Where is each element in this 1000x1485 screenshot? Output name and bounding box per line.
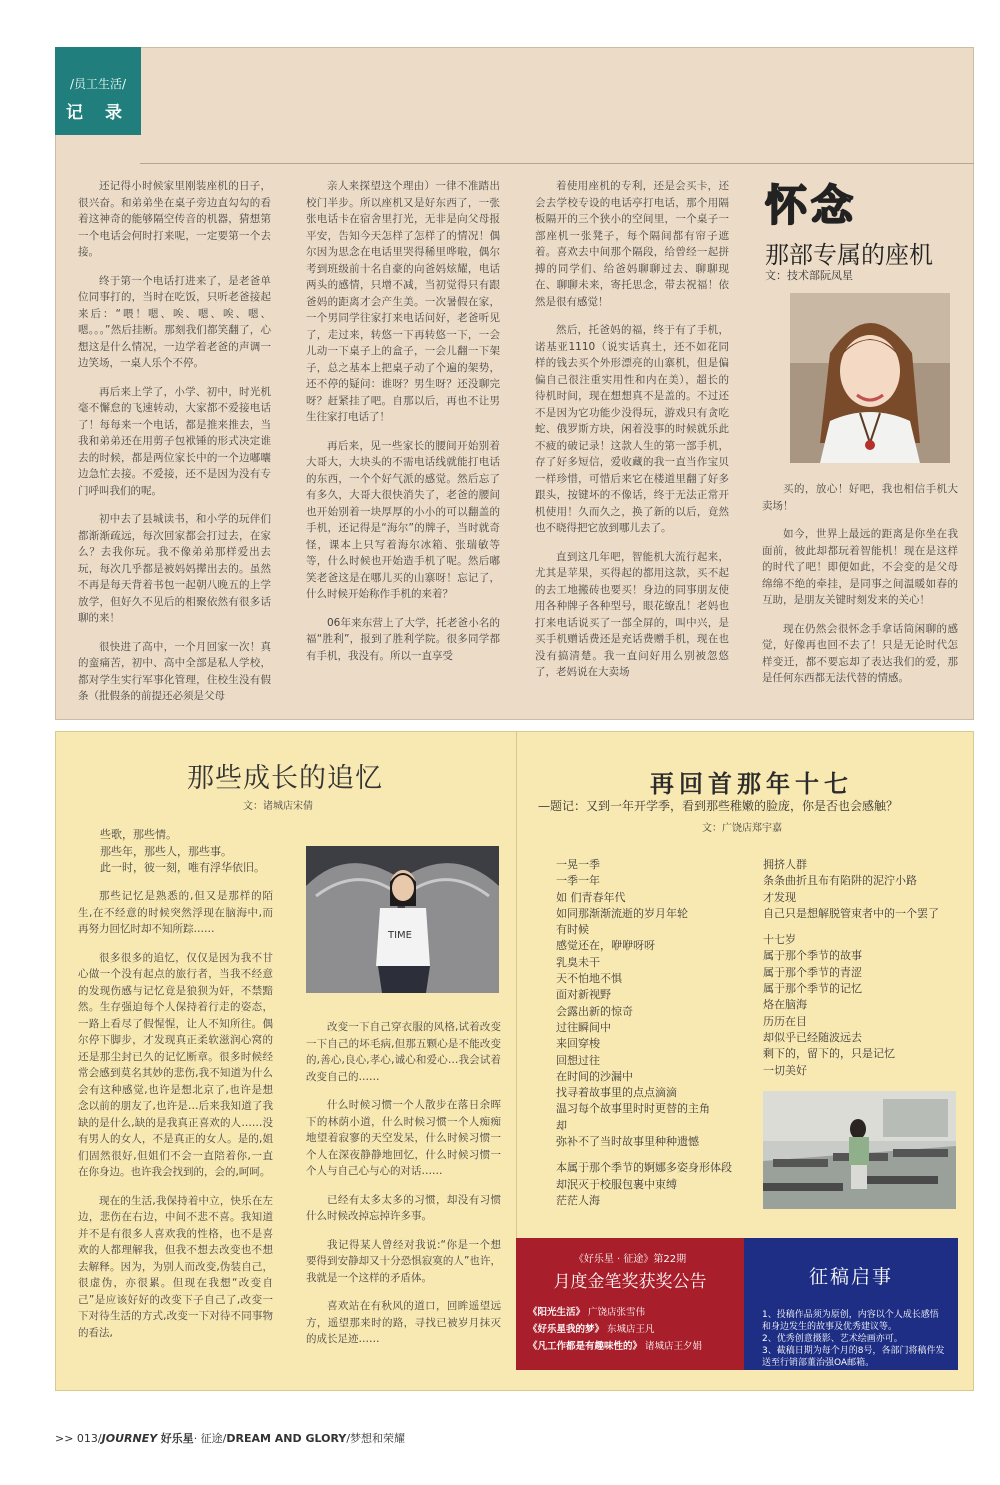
paragraph: 初中去了县城读书，和小学的玩伴们都渐渐疏远，每次回家都会打过去，在家么？去我你玩。我不像弟弟那样爱出去玩，每次几乎都是被妈妈撵出去的。虽然不再是每天背着书包一起朝八晚五的上学放学，但好久不见后的相聚依然有很多话聊的来！	[78, 513, 271, 624]
paragraph: 直到这几年吧，智能机大流行起来，尤其是苹果，买得起的都用这款，买不起的去工地搬砖也要买！身边的同事朋友使用各种牌子各种型号，眼花缭乱！老妈也打来电话说买了一部全屏的，叫中兴，是买手机赠话费还是充话费赠手机，现在也没有搞清楚。我一直问好用么别被忽悠了，老妈说在大卖场	[535, 550, 729, 678]
award-title: 月度金笔奖获奖公告	[553, 1272, 707, 1292]
call-for-submissions	[744, 1238, 958, 1370]
category-badge	[55, 47, 141, 135]
category-title: 记 录	[66, 103, 130, 123]
award-work: 《好乐星我的梦》	[528, 1324, 605, 1335]
paragraph: 已经有太多太多的习惯，却没有习惯什么时候改掉忘掉许多事。	[306, 1193, 501, 1222]
call-item: 1、投稿作品须为原创，内容以个人成长感悟和身边发生的故事及优秀建议等。	[762, 1310, 939, 1332]
call-title: 征稿启事	[808, 1266, 893, 1288]
award-author: 广饶店张雪伟	[588, 1307, 646, 1318]
article2-intro	[100, 827, 300, 877]
paragraph: 改变一下自己穿衣服的风格,试着改变一下自己的坏毛病,但那五颗心是不能改变的,善心,良心,孝心,诚心和爱心…我会试着改变自己的……	[306, 1021, 501, 1083]
article2-left-column	[78, 888, 273, 1368]
poem-right-column	[763, 857, 963, 1079]
article1-column-1	[78, 178, 271, 703]
article3-byline: 文：广饶店郑宇嘉	[702, 823, 782, 834]
paragraph: 现在的生活,我保持着中立，快乐在左边，悲伤在右边，中间不悲不喜。我知道并不是有很多人喜欢我的性格，也不是喜欢的人都理解我，但我不想去改变也不想去解释。因为，为别人而改变,伪装自己，很虚伪，亦很累。但现在我想“改变自己”是应该好好的改变下子自己了,改变一下对待生活的方式,改变一下对待不同事物的看法,	[78, 1194, 273, 1339]
paragraph: 再后来，见一些家长的腰间开始别着大哥大，大块头的不需电话线就能打电话的东西，一个个好气派的感觉。然后忘了有多久，大哥大很快消失了，老爸的腰间也开始别着一块厚厚的小小的可以翻盖的手机，还记得是“海尔”的牌子，当时就奇怪，课本上只写着海尔冰箱、张瑞敏等等，什么时候也开始造手机了呢。然后嘟笑老爸这是在哪儿买的山寨呀！忘记了，什么时候开始称作手机的来着？	[306, 439, 500, 600]
header-rule	[140, 163, 974, 164]
call-list	[762, 1309, 946, 1369]
paragraph: 很快进了高中，一个月回家一次！真的蛮痛苦，初中、高中全部是私人学校，都对学生实行军事化管理，住校生没有假条（批假条的前提还必须是父母	[78, 640, 271, 702]
paragraph: 然后，托爸妈的福，终于有了手机，诺基亚1110（说实话真土，还不如花同样的钱去买个外形漂亮的山寨机，但是偏偏自己很注重实用性和内在美），超长的待机时间，现在想想真不是盖的。不过还不是因为它功能少没得玩，游戏只有贪吃蛇、俄罗斯方块，闲着没事的时候就乐此不疲的破记录！这款人生的第一部手机，存了好多短信，爱收藏的我一直当作宝贝一样珍惜，可惜后来它在楼道里翻了好多跟头，按键坏的不像话，终于无法正常开机使用！久而久之，换了新的以后，竟然也不晓得把它放到哪儿去了。	[535, 324, 729, 534]
award-item	[528, 1338, 744, 1355]
poem-line: 过往瞬间中	[556, 1020, 611, 1034]
poem-line: 会露出新的惊奇	[556, 1004, 633, 1018]
call-item: 3、截稿日期为每个月的8号，各部门将稿件发送至行销部董治强OA邮箱。	[762, 1346, 945, 1368]
article2-title: 那些成长的追忆	[187, 763, 383, 794]
paragraph: 终于第一个电话打进来了，是老爸单位同事打的，当时在吃饭，只听老爸接起来后：“喂！嗯、唉、嗯、唉、嗯、嗯。。。”然后挂断。那刻我们都笑翻了，心想这是什么情况，一边学着老爸的声调一边笑场，一桌人乐个不停。	[78, 274, 271, 369]
poem-line: 十七岁	[763, 933, 796, 947]
call-item: 2、优秀创意摄影、艺术绘画亦可。	[762, 1334, 903, 1344]
poem-line: 回想过往	[556, 1053, 600, 1067]
footer-tail: /梦想和荣耀	[346, 1432, 406, 1445]
paragraph: 喜欢站在有秋风的道口，回眸遥望远方，遥望那来时的路，寻找已被岁月抹灭的成长足迹……	[306, 1300, 501, 1345]
poem-line: 天不怕地不惧	[556, 972, 622, 986]
poem-line: 本属于那个季节的婀娜多姿身形体段	[556, 1161, 732, 1175]
paragraph: 那些记忆是熟悉的,但又是那样的陌生,在不经意的时候突然浮现在脑海中,而再努力回忆时却不知所踪……	[78, 890, 273, 935]
poem-line: 乳臭未干	[556, 955, 600, 969]
poem-line: 却泯灭于校服包裹中束缚	[556, 1177, 677, 1191]
poem-line: 找寻着故事里的点点滴滴	[556, 1086, 677, 1100]
classroom-photo	[763, 1091, 956, 1209]
svg-text:TIME: TIME	[388, 930, 413, 941]
article3-title: 再回首那年十七	[650, 769, 853, 798]
footer-rest: · 征途/	[193, 1432, 227, 1445]
author-portrait-photo	[790, 293, 950, 463]
poem-line: 属于那个季节的青涩	[763, 965, 862, 979]
poem-line: 烙在脑海	[763, 998, 807, 1012]
poem-line: 如 们青春年代	[556, 890, 626, 904]
poem-line: 感觉还在，咿咿呀呀	[556, 939, 655, 953]
paragraph: 亲人来探望这个理由）一律不准踏出校门半步。所以座机又是好东西了，一张张电话卡在宿舍里打光，无非是向父母报平安，告知今天怎样了怎样了的情况！偶尔因为思念在电话里哭得稀里哗啦，偶尔考到班级前十名自豪的向爸妈炫耀，电话两头的感情，只增不减，当初觉得只有跟爸妈的距离才会产生美。一次暑假在家，一个男同学往家打来电话问好，老爸听见了，走过来，转悠一下再转悠一下，一会儿动一下桌子上的盒子，一会儿翻一下架子，总之基本上把桌子动了个遍的架势，还不停的疑问：谁呀？男生呀？还没聊完呀？赶紧挂了吧。自那以后，再也不让男生往家打电话了！	[306, 180, 500, 423]
poem-left-column	[556, 857, 756, 1209]
poem-line: 茫茫人海	[556, 1193, 600, 1207]
girl-standing-photo	[306, 846, 499, 993]
stanza-break	[556, 1150, 756, 1160]
award-item	[528, 1304, 744, 1321]
poem-line: 属于那个季节的记忆	[763, 982, 862, 996]
paragraph: 如今，世界上最远的距离是你坐在我面前，彼此却都玩着智能机！现在是这样的时代了吧！即便如此，不会变的是父母绵绵不绝的牵挂，是同事之间温暖如春的互助，是朋友关键时刻发来的关心！	[762, 528, 958, 606]
award-item	[528, 1321, 744, 1338]
paragraph: 现在仍然会很怀念手拿话筒闲聊的感觉，好像再也回不去了！只是无论时代怎样变迁，都不要忘却了表达我们的爱，那是任何东西都无法代替的情感。	[762, 622, 958, 684]
award-list	[528, 1304, 744, 1355]
article2-right-column	[306, 1019, 501, 1374]
article1-column-2	[306, 178, 500, 703]
paragraph: 还记得小时候家里刚装座机的日子，很兴奋。和弟弟坐在桌子旁边直勾勾的看着这神奇的能够隔空传音的机器，猜想第一个电话会何时打来呢，一定要第一个去接。	[78, 180, 271, 258]
paragraph: 很多很多的追忆，仅仅是因为我不甘心做一个没有起点的旅行者，当我不经意的发现伤感与记忆竟是狼狈为奸，不禁黯然。生存强迫每个人保持着行走的姿态，一路上看尽了假惺惺，让人不知所往。偶尔停下脚步，才发现真正柔软滋润心窝的还是那尘封已久的记忆断章。很多时候经常会感到莫名其妙的悲伤,我不知道为什么会有这种感觉,也许是想北京了,也许是想念以前的朋友了,也许是…后来我知道了我缺的是什么,缺的是我真正喜欢的人……没有男人的女人，不是真正的女人。是的,姐们固然很好,但姐们不会一直陪着你,一直在你身边。也许我会找到的，会的,呵呵。	[78, 951, 273, 1178]
poem-line: 面对新视野	[556, 988, 611, 1002]
poem-line: 弥补不了当时故事里种种遗憾	[556, 1135, 699, 1149]
article1-column-3	[535, 178, 729, 703]
article1-title: 那部专属的座机	[765, 241, 933, 269]
footer-journey: JOURNEY	[101, 1432, 158, 1445]
poem-line: 剩下的，留下的，只是记忆	[763, 1047, 895, 1061]
intro-line: 此一时，彼一刻，唯有浮华依旧。	[100, 861, 265, 874]
award-announcement	[516, 1238, 744, 1370]
paragraph: 再后来上学了，小学、初中，时光机毫不懈怠的飞速转动，大家都不爱接电话了！每每来一个电话，都是推来推去，当我和弟弟还在用剪子包袱锤的形式决定谁去的时候，都是两位家长中的一个边嘟囔边急忙去接。不爱接，还不是因为没有专门呼叫我们的呢。	[78, 385, 271, 497]
poem-line: 属于那个季节的故事	[763, 949, 862, 963]
poem-line: 有时候	[556, 923, 589, 937]
category-subtitle: /员工生活/	[69, 77, 127, 91]
award-work: 《凡工作都是有趣味性的》	[528, 1341, 643, 1352]
poem-line: 自己只是想解脱管束者中的一个罢了	[763, 906, 939, 920]
award-work: 《阳光生活》	[528, 1307, 586, 1318]
poem-line: 来回穿梭	[556, 1037, 600, 1051]
poem-line: 才发现	[763, 890, 796, 904]
award-author: 东城店王凡	[607, 1324, 655, 1335]
intro-line: 些歌，那些情。	[100, 828, 177, 841]
poem-line: 历历在目	[763, 1014, 807, 1028]
stanza-break	[763, 922, 963, 932]
award-kicker: 《好乐星 · 征途》第22期	[573, 1254, 687, 1265]
paragraph: 着使用座机的专利，还是会买卡，还会去学校专设的电话亭打电话，那个用隔板隔开的三个狭小的空间里，一个桌子一部座机一张凳子，每个隔间都有帘子遮着。喜欢去中间那个隔段，给曾经一起拼搏的同学们、给爸妈聊聊过去、聊聊现在、聊聊未来，寄托思念，带去祝福！依然是很有感觉！	[535, 180, 729, 308]
poem-line: 拥挤人群	[763, 858, 807, 871]
poem-line: 却	[556, 1118, 567, 1132]
article1-column-4	[762, 481, 958, 703]
page-footer	[55, 1430, 405, 1446]
vertical-divider	[516, 731, 517, 1238]
poem-line: 条条曲折且布有陷阱的泥泞小路	[763, 874, 917, 888]
poem-line: 却似乎已经随波远去	[763, 1030, 862, 1044]
paragraph: 06年来东营上了大学，托老爸小名的福“胜利”，报到了胜利学院。很多同学都有手机，我没有。所以一直享受	[306, 616, 500, 662]
award-author: 诸城店王夕娟	[645, 1341, 703, 1352]
paragraph: 我记得某人曾经对我说:“你是一个想要得到安静却又十分恐惧寂寞的人”也许，我就是一个这样的矛盾体。	[306, 1238, 501, 1284]
footer-brand: 好乐星	[160, 1432, 194, 1445]
poem-line: 在时间的沙漏中	[556, 1069, 633, 1083]
footer-dream: DREAM AND GLORY	[226, 1432, 347, 1445]
poem-line: 温习每个故事里时时更替的主角	[556, 1102, 710, 1116]
paragraph: 买的，放心！好吧，我也相信手机大卖场！	[762, 483, 958, 512]
article1-byline: 文：技术部阮凤星	[765, 269, 853, 282]
footer-page: >> 013/	[55, 1432, 102, 1445]
article2-byline: 文：诸城店宋倩	[243, 801, 313, 812]
paragraph: 什么时候习惯一个人散步在落日余晖下的林荫小道，什么时候习惯一个人痴痴地望着寂寥的天空发呆，什么时候习惯一个人在深夜静静地回忆，什么时候习惯一个人与自己心与心的对话……	[306, 1099, 501, 1177]
article1-title-art: 怀念	[765, 181, 858, 230]
article3-subtitle: —题记：又到一年开学季，看到那些稚嫩的脸庞，你是否也会感触？	[538, 799, 899, 813]
poem-line: 一晃一季	[556, 858, 600, 871]
poem-line: 一切美好	[763, 1063, 807, 1077]
intro-line: 那些年，那些人，那些事。	[100, 844, 232, 858]
poem-line: 一季一年	[556, 874, 600, 888]
poem-line: 如同那渐渐流逝的岁月年轮	[556, 906, 688, 920]
